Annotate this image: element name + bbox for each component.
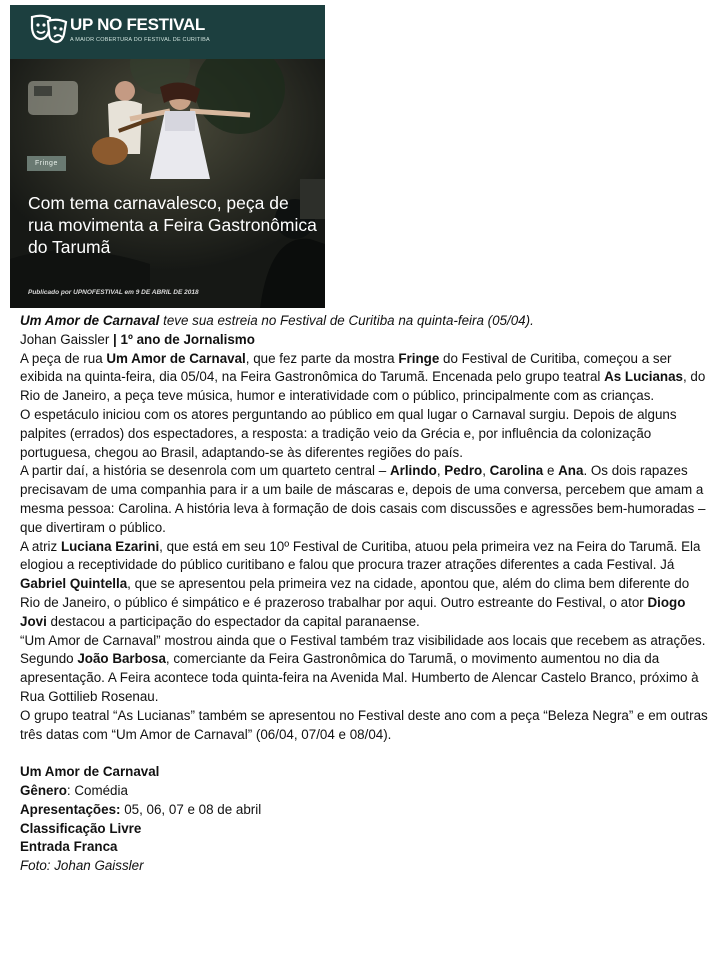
info-apresentacoes — [20, 801, 710, 820]
text-run: do Festival de Curitiba, começou a ser exibida na quinta-feira, dia 05/04, na Feira Gastronômica do Tarumã. Encenada pelo grupo teatral — [20, 350, 672, 385]
brand-name: UP NO FESTIVAL — [70, 15, 205, 34]
category-badge: Fringe — [27, 156, 66, 171]
person-name: João Barbosa — [77, 651, 166, 667]
caption-title: Um Amor de Carnaval — [20, 313, 160, 328]
hero-headline: Com tema carnavalesco, peça de rua movimenta a Feira Gastronômica do Tarumã — [28, 193, 317, 257]
text-run: , — [436, 463, 445, 479]
classificacao-text: Classificação Livre — [20, 820, 142, 836]
text-run: , que fez parte da mostra — [245, 350, 399, 366]
caption-text: teve sua estreia no Festival de Curitiba na quinta-feira (05/04). — [159, 313, 534, 328]
info-genero — [20, 782, 710, 801]
text-run: . Os dois rapazes precisavam de uma companhia para ir a um baile de máscaras e, depois de uma conversa, percebem que amam a mesma pessoa: Carolina. A história leva à formação de dois casais com discussões e agressões bem-humoradas – que divertiram o público. — [20, 463, 706, 535]
published-line: Publicado por UPNOFESTIVAL em 9 DE ABRIL DE 2018 — [28, 289, 199, 296]
author-name: Johan Gaissler — [20, 331, 114, 347]
paragraph-5 — [20, 632, 710, 707]
character-name: Carolina — [489, 463, 544, 479]
character-name: Ana — [558, 463, 584, 479]
paragraph-2: O espetáculo iniciou com os atores perguntando ao público em qual lugar o Carnaval surgiu. Depois de alguns palpites (errados) dos espectadores, a resposta: a tradição veio da Grécia e, por influência da colonização portuguesa, chegou ao Brasil, adaptando-se às diferentes regiões do país. — [20, 406, 677, 460]
info-title-text: Um Amor de Carnaval — [20, 764, 160, 780]
photo-credit: Foto: Johan Gaissler — [20, 858, 144, 874]
text-run: A atriz — [20, 538, 61, 554]
performance-photo — [10, 59, 325, 308]
genero-value: : Comédia — [66, 782, 128, 798]
hero-image — [10, 5, 325, 308]
text-run: , que se apresentou pela primeira vez na cidade, apontou que, além do clima bem diferente do Rio de Janeiro, o público é simpático e é prazeroso trabalhar por aqui. Outro estreante do Festival, o ator — [20, 576, 690, 610]
genero-label: Gênero — [20, 782, 67, 798]
text-run: A peça de rua — [20, 350, 107, 366]
theater-masks-icon — [30, 14, 68, 44]
play-title: Um Amor de Carnaval — [106, 350, 246, 366]
person-name: Luciana Ezarini — [60, 538, 160, 554]
info-title — [20, 763, 710, 782]
photo-caption — [20, 312, 710, 331]
text-run: “Um Amor de Carnaval” mostrou ainda que o Festival também traz visibilidade aos locais que recebem as atrações. Segundo — [20, 632, 706, 667]
info-entrada — [20, 838, 710, 857]
person-name: Gabriel Quintella — [20, 576, 128, 592]
spacer — [20, 744, 710, 763]
person-name: Diogo Jovi — [20, 594, 686, 629]
entrada-text: Entrada Franca — [20, 839, 118, 855]
character-name: Arlindo — [389, 463, 437, 479]
apresentacoes-value: 05, 06, 07 e 08 de abril — [120, 801, 262, 817]
author-role: | 1º ano de Jornalismo — [113, 331, 255, 347]
text-run: , comerciante da Feira Gastronômica do Tarumã, o movimento aumentou no dia da apresentação. A Feira acontece toda quinta-feira na Avenida Mal. Humberto de Alencar Castelo Branco, próximo à Rua Gottilieb Rosenau. — [20, 651, 699, 704]
text-run: , do Rio de Janeiro, a peça teve música, humor e interatividade com o público, principalmente com as crianças. — [20, 369, 706, 404]
info-classificacao — [20, 820, 710, 839]
fringe-label: Fringe — [398, 350, 440, 366]
brand-tagline: A MAIOR COBERTURA DO FESTIVAL DE CURITIBA — [70, 37, 210, 43]
author-line — [20, 331, 710, 350]
paragraph-4 — [20, 538, 710, 632]
paragraph-3 — [20, 462, 710, 537]
text-run: destacou a participação do espectador da capital paranaense. — [46, 613, 420, 629]
article-body — [20, 312, 710, 876]
paragraph-1 — [20, 350, 710, 406]
festival-banner — [10, 5, 325, 59]
text-run: , — [482, 463, 490, 479]
apresentacoes-label: Apresentações: — [20, 801, 121, 817]
text-run: A partir daí, a história se desenrola com um quarteto central – — [20, 463, 390, 479]
character-name: Pedro — [444, 463, 483, 479]
paragraph-6: O grupo teatral “As Lucianas” também se apresentou no Festival deste ano com a peça “Beleza Negra” e em outras três datas com “Um Amor de Carnaval” (06/04, 07/04 e 08/04). — [20, 707, 708, 742]
text-run: e — [543, 463, 559, 479]
group-name: As Lucianas — [604, 369, 683, 385]
text-run: , que está em seu 10º Festival de Curitiba, atuou pela primeira vez na Feira do Tarumã. Ela elogiou a receptividade do público curitibano e falou que procura trazer atrações diferentes a cada Festival. Já — [20, 538, 701, 573]
